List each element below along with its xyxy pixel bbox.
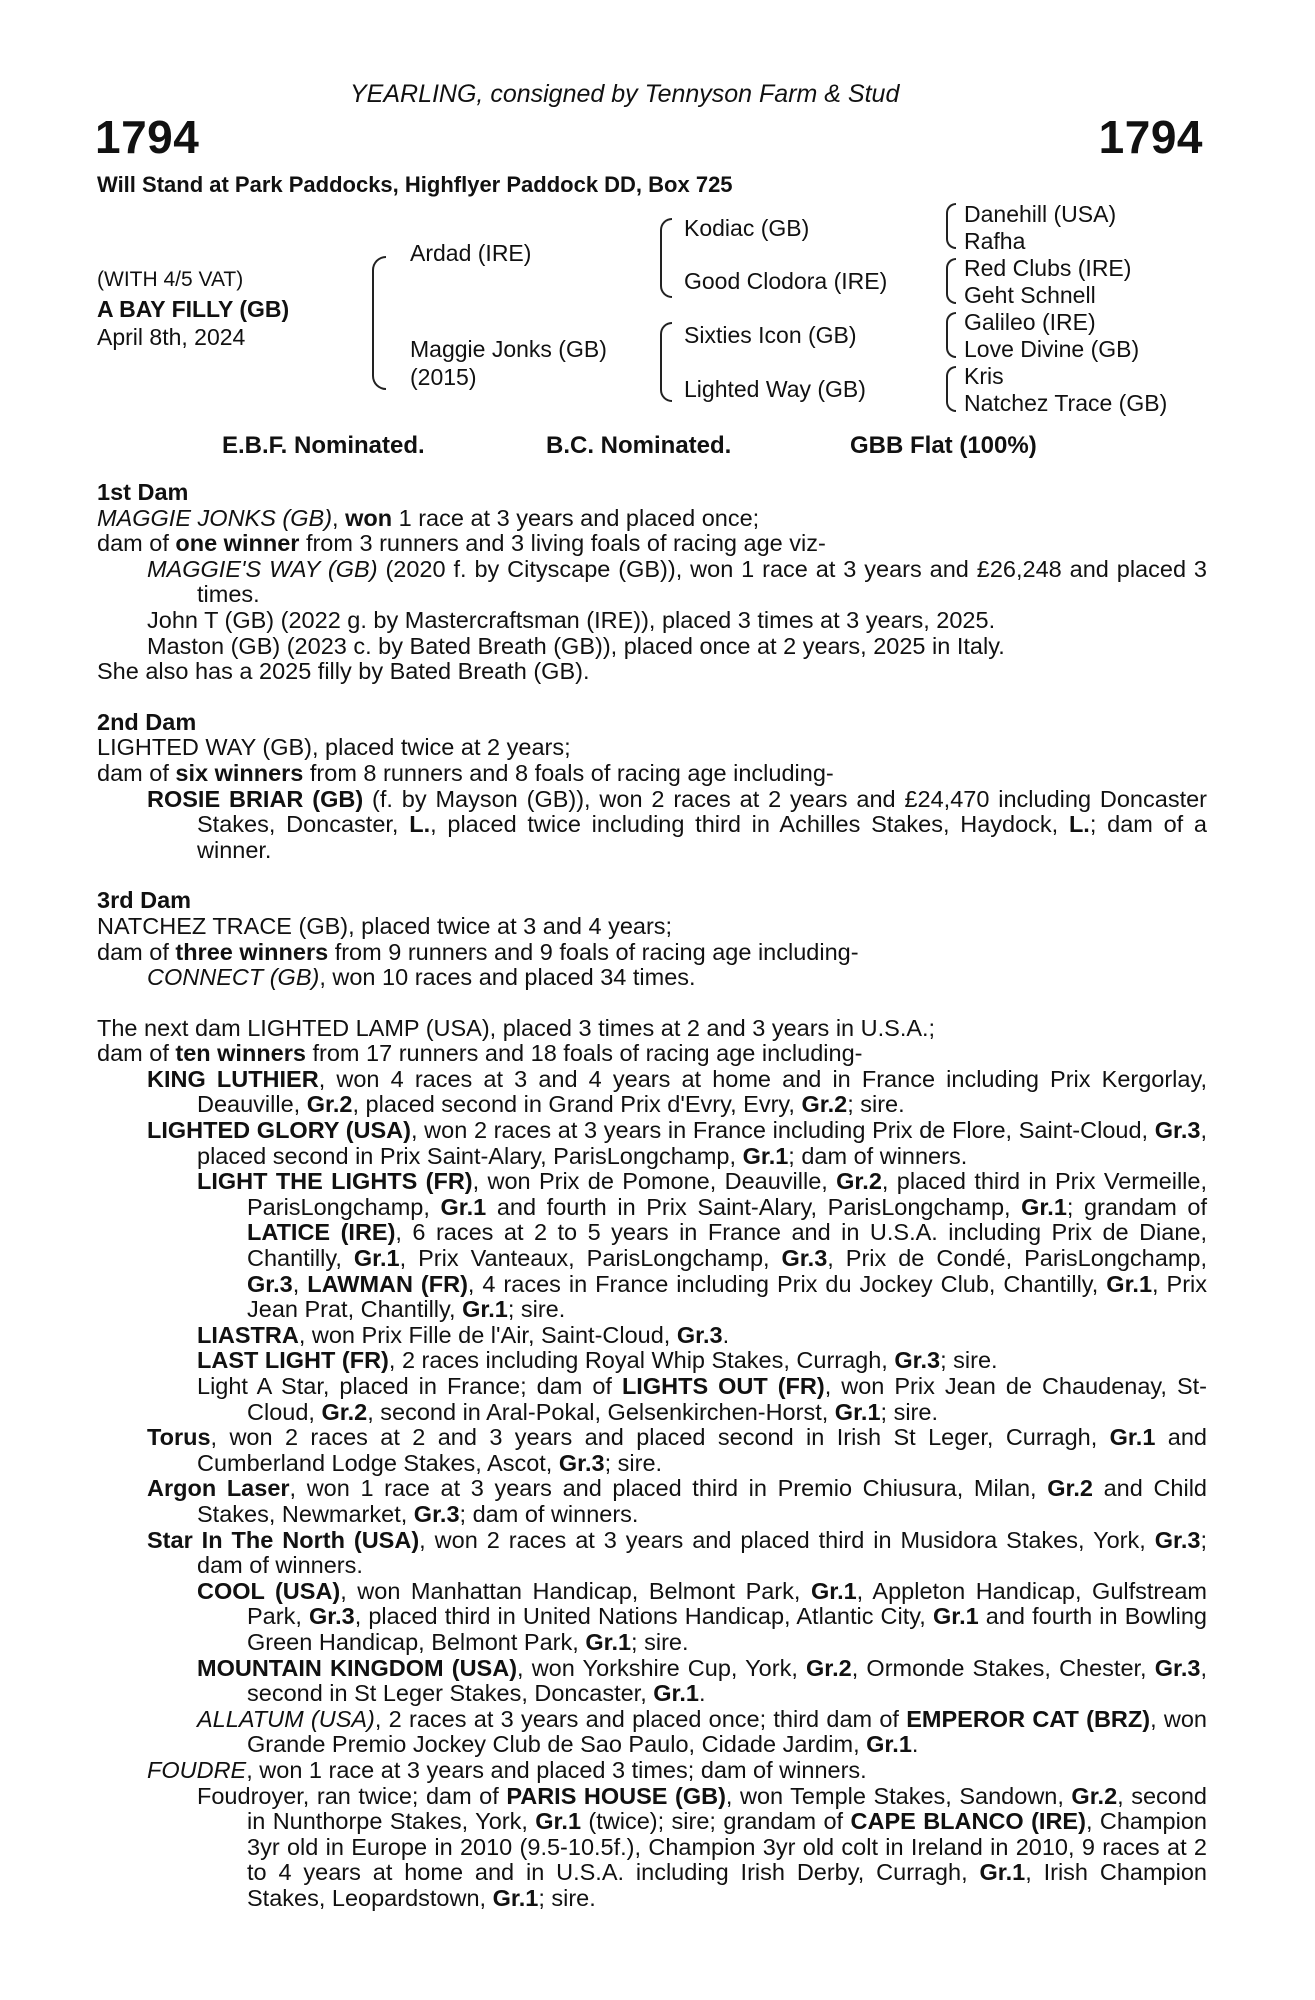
produce-torus: Torus, won 2 races at 2 and 3 years and placed second in Irish St Leger, Curragh, Gr.1 and Cumberland Lodge Stakes, Ascot, Gr.3; sire. bbox=[147, 1424, 1207, 1476]
pedigree-dam-dam: Lighted Way (GB) bbox=[684, 376, 866, 402]
produce-lighted-glory: LIGHTED GLORY (USA), won 2 races at 3 years in France including Prix de Flore, Saint-Cloud, Gr.3, placed second in Prix Saint-Alary, ParisLongchamp, Gr.1; dam of winners. bbox=[147, 1117, 1207, 1169]
produce-allatum: ALLATUM (USA), 2 races at 3 years and placed once; third dam of EMPEROR CAT (BRZ), won Grande Premio Jockey Club de Sao Paulo, Cidade Jardim, Gr.1. bbox=[197, 1705, 1207, 1758]
next-dam-produce: dam of ten winners from 17 runners and 18 foals of racing age including- bbox=[97, 1040, 863, 1067]
ebf-nomination: E.B.F. Nominated. bbox=[222, 432, 425, 459]
third-dam-line: NATCHEZ TRACE (GB), placed twice at 3 and 4 years; bbox=[97, 912, 673, 939]
catalogue-body bbox=[97, 480, 1207, 1911]
consignment-line: YEARLING, consigned by Tennyson Farm & Stud bbox=[350, 80, 900, 108]
produce-argon-laser: Argon Laser, won 1 race at 3 years and placed third in Premio Chiusura, Milan, Gr.2 and Child Stakes, Newmarket, Gr.3; dam of winners. bbox=[147, 1475, 1207, 1527]
stable-location: Will Stand at Park Paddocks, Highflyer Paddock DD, Box 725 bbox=[97, 172, 733, 197]
lot-number-right: 1794 bbox=[1098, 111, 1203, 163]
produce-liastra: LIASTRA, won Prix Fille de l'Air, Saint-Cloud, Gr.3. bbox=[197, 1321, 730, 1348]
pedigree-brace-3b bbox=[946, 258, 956, 304]
pedigree-sire-dam: Good Clodora (IRE) bbox=[684, 268, 888, 294]
produce-mountain-kingdom: MOUNTAIN KINGDOM (USA), won Yorkshire Cup, York, Gr.2, Ormonde Stakes, Chester, Gr.3, second in St Leger Stakes, Doncaster, Gr.1. bbox=[197, 1654, 1207, 1707]
produce-maston: Maston (GB) (2023 c. by Bated Breath (GB)), placed once at 2 years, 2025 in Italy. bbox=[147, 632, 1005, 659]
horse-name: A BAY FILLY (GB) bbox=[97, 296, 290, 322]
third-dam-heading: 3rd Dam bbox=[97, 887, 192, 914]
pedigree-g1: Danehill (USA) bbox=[964, 201, 1117, 227]
produce-king-luthier: KING LUTHIER, won 4 races at 3 and 4 years at home and in France including Prix Kergorlay, Deauville, Gr.2, placed second in Grand Prix d'Evry, Evry, Gr.2; sire. bbox=[147, 1065, 1207, 1118]
produce-john-t: John T (GB) (2022 g. by Mastercraftsman (IRE)), placed 3 times at 3 years, 2025. bbox=[147, 606, 996, 633]
produce-star-in-the-north: Star In The North (USA), won 2 races at 3 years and placed third in Musidora Stakes, York, Gr.3; dam of winners. bbox=[147, 1526, 1207, 1579]
produce-light-a-star: Light A Star, placed in France; dam of LIGHTS OUT (FR), won Prix Jean de Chaudenay, St-Cloud, Gr.2, second in Aral-Pokal, Gelsenkirchen-Horst, Gr.1; sire. bbox=[197, 1373, 1207, 1425]
pedigree-sire-sire: Kodiac (GB) bbox=[684, 215, 810, 241]
produce-last-light: LAST LIGHT (FR), 2 races including Royal Whip Stakes, Curragh, Gr.3; sire. bbox=[197, 1347, 998, 1374]
first-dam-produce: dam of one winner from 3 runners and 3 living foals of racing age viz- bbox=[97, 530, 826, 557]
pedigree-dam-year: (2015) bbox=[410, 364, 477, 390]
pedigree-g5: Galileo (IRE) bbox=[964, 309, 1096, 335]
bc-nomination: B.C. Nominated. bbox=[546, 432, 732, 459]
pedigree-brace-3c bbox=[946, 312, 956, 358]
pedigree-g3: Red Clubs (IRE) bbox=[964, 255, 1132, 281]
pedigree-g6: Love Divine (GB) bbox=[964, 336, 1140, 362]
pedigree-brace-3a bbox=[946, 203, 956, 249]
second-dam-heading: 2nd Dam bbox=[97, 708, 197, 735]
pedigree-g8: Natchez Trace (GB) bbox=[964, 390, 1168, 416]
produce-foudroyer: Foudroyer, ran twice; dam of PARIS HOUSE (GB), won Temple Stakes, Sandown, Gr.2, second in Nunthorpe Stakes, York, Gr.1 (twice); sire; grandam of CAPE BLANCO (IRE), Champion 3yr old in Europe in 2010 (9.5-10.5f.), Champion 3yr old colt in Ireland in 2010, 9 races at 2 to 4 years at home and in U.S.A. including Irish Derby, Curragh, Gr.1, Irish Champion Stakes, Leopardstown, Gr.1; sire. bbox=[197, 1782, 1207, 1911]
pedigree-brace-2a bbox=[660, 218, 672, 298]
pedigree-dam-sire: Sixties Icon (GB) bbox=[684, 322, 857, 348]
produce-cool: COOL (USA), won Manhattan Handicap, Belmont Park, Gr.1, Appleton Handicap, Gulfstream Park, Gr.3, placed third in United Nations Handicap, Atlantic City, Gr.1 and fourth in Bowling Green Handicap, Belmont Park, Gr.1; sire. bbox=[197, 1577, 1207, 1655]
next-dam-line: The next dam LIGHTED LAMP (USA), placed 3 times at 2 and 3 years in U.S.A.; bbox=[97, 1014, 936, 1041]
pedigree-sire: Ardad (IRE) bbox=[410, 240, 532, 266]
second-dam-produce: dam of six winners from 8 runners and 8 foals of racing age including- bbox=[97, 759, 834, 786]
pedigree-dam: Maggie Jonks (GB) bbox=[410, 336, 607, 362]
first-dam-line: MAGGIE JONKS (GB), won 1 race at 3 years and placed once; bbox=[97, 504, 760, 531]
pedigree-brace-2b bbox=[660, 322, 672, 402]
third-dam-produce: dam of three winners from 9 runners and 9 foals of racing age including- bbox=[97, 938, 859, 965]
pedigree-brace-3d bbox=[946, 366, 956, 412]
lot-number-left: 1794 bbox=[95, 111, 200, 163]
first-dam-heading: 1st Dam bbox=[97, 479, 189, 505]
produce-2025-filly: She also has a 2025 filly by Bated Breath (GB). bbox=[97, 658, 590, 685]
produce-connect: CONNECT (GB), won 10 races and placed 34 times. bbox=[147, 964, 696, 991]
pedigree-g7: Kris bbox=[964, 363, 1004, 389]
pedigree-g2: Rafha bbox=[964, 228, 1026, 254]
produce-maggies-way: MAGGIE'S WAY (GB) (2020 f. by Cityscape (GB)), won 1 race at 3 years and £26,248 and placed 3 times. bbox=[147, 555, 1207, 608]
gbb-nomination: GBB Flat (100%) bbox=[850, 432, 1037, 459]
pedigree-g4: Geht Schnell bbox=[964, 282, 1096, 308]
second-dam-line: LIGHTED WAY (GB), placed twice at 2 years; bbox=[97, 734, 571, 761]
produce-light-the-lights: LIGHT THE LIGHTS (FR), won Prix de Pomone, Deauville, Gr.2, placed third in Prix Vermeille, ParisLongchamp, Gr.1 and fourth in Prix Saint-Alary, ParisLongchamp, Gr.1; grandam of LATICE (IRE), 6 races at 2 to 5 years in France and in U.S.A. including Prix de Diane, Chantilly, Gr.1, Prix Vanteaux, ParisLongchamp, Gr.3, Prix de Condé, ParisLongchamp, Gr.3, LAWMAN (FR), 4 races in France including Prix du Jockey Club, Chantilly, Gr.1, Prix Jean Prat, Chantilly, Gr.1; sire. bbox=[197, 1168, 1208, 1323]
produce-rosie-briar: ROSIE BRIAR (GB) (f. by Mayson (GB)), won 2 races at 2 years and £24,470 including Doncaster Stakes, Doncaster, L., placed twice including third in Achilles Stakes, Haydock, L.; dam of a winner. bbox=[147, 785, 1208, 863]
foaling-date: April 8th, 2024 bbox=[97, 324, 246, 350]
produce-foudre: FOUDRE, won 1 race at 3 years and placed 3 times; dam of winners. bbox=[147, 1756, 867, 1783]
pedigree-brace-1 bbox=[372, 256, 386, 390]
vat-note: (WITH 4/5 VAT) bbox=[97, 268, 244, 291]
